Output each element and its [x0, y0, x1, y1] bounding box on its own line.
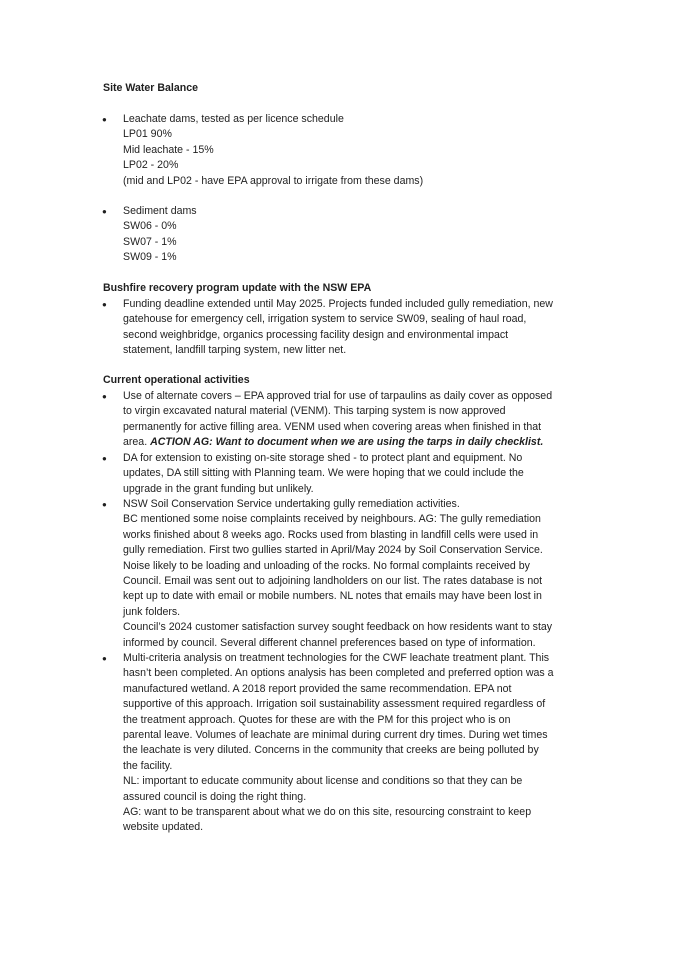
- operational-heading: Current operational activities: [103, 374, 250, 386]
- op-line: website updated.: [123, 821, 204, 834]
- op-line: permanently for active filling area. VENM used when covering areas when finished in that: [123, 420, 542, 433]
- op-line: Council’s 2024 customer satisfaction survey sought feedback on how residents want to stay: [123, 621, 553, 634]
- bullet-icon: ●: [102, 392, 107, 401]
- bullet-icon: ●: [102, 654, 107, 663]
- bullet-icon: ●: [102, 300, 107, 309]
- op-line: kept up to date with email or mobile numbers. NL notes that emails may have been lost in: [123, 590, 542, 603]
- op-line: updates, DA still sitting with Planning team. We were hoping that we could include the: [123, 467, 524, 480]
- op-line: parental leave. Volumes of leachate are minimal during current dry times. During wet times: [123, 729, 548, 742]
- op-line: Multi-criteria analysis on treatment technologies for the CWF leachate treatment plant. This: [123, 652, 550, 664]
- op-line: informed by council. Several different channel preferences based on type of information.: [123, 636, 536, 649]
- leachate-line: LP02 - 20%: [123, 159, 179, 172]
- leachate-line: Leachate dams, tested as per licence schedule: [123, 113, 344, 125]
- op-line-with-action: [123, 435, 593, 450]
- site-water-balance-heading: Site Water Balance: [103, 82, 198, 94]
- op-line: supportive of this approach. Irrigation soil sustainability assessment required regardless of: [123, 698, 546, 711]
- leachate-line: Mid leachate - 15%: [123, 143, 214, 156]
- op-line: assured council is doing the right thing.: [123, 790, 307, 803]
- multi-criteria-analysis-item: [123, 651, 593, 836]
- op-line: NL: important to educate community about license and conditions so that they can be: [123, 775, 523, 788]
- op-line: junk folders.: [123, 605, 181, 618]
- sediment-dams-item: [123, 204, 593, 266]
- op-line: to virgin excavated natural material (VENM). This tarping system is now approved: [123, 405, 506, 418]
- action-item: ACTION AG: Want to document when we are using the tarps in daily checklist.: [150, 436, 544, 449]
- op-line: DA for extension to existing on-site storage shed - to protect plant and equipment. No: [123, 452, 523, 464]
- sediment-line: SW07 - 1%: [123, 235, 177, 248]
- sediment-line: SW06 - 0%: [123, 220, 177, 233]
- op-line: the leachate is very diluted. Concerns in the community that creeks are being polluted by: [123, 744, 539, 757]
- op-line: the treatment approach. Quotes for these are with the PM for this project who is on: [123, 713, 511, 726]
- bushfire-line: statement, landfill tarping system, new litter net.: [123, 344, 347, 357]
- op-line: the facility.: [123, 759, 173, 772]
- bullet-icon: ●: [102, 454, 107, 463]
- gully-remediation-item: [123, 497, 593, 651]
- storage-shed-item: [123, 451, 593, 497]
- bushfire-item: [123, 297, 593, 359]
- bushfire-line: Funding deadline extended until May 2025. Projects funded included gully remediation, new: [123, 298, 553, 310]
- op-line: Noise likely to be loading and unloading of the rocks. No formal complaints received by: [123, 559, 530, 572]
- leachate-dams-item: [123, 112, 593, 189]
- bullet-icon: ●: [102, 207, 107, 216]
- op-line: NSW Soil Conservation Service undertaking gully remediation activities.: [123, 498, 460, 510]
- bushfire-line: gatehouse for emergency cell, irrigation system to service SW09, sealing of haul road,: [123, 313, 527, 326]
- op-line: Use of alternate covers – EPA approved trial for use of tarpaulins as daily cover as opposed: [123, 390, 553, 402]
- op-line: Council. Email was sent out to adjoining landholders on our list. The rates database is not: [123, 575, 543, 588]
- sediment-line: Sediment dams: [123, 205, 197, 217]
- op-line: works finished about 8 weeks ago. Rocks used from blasting in landfill cells were used in: [123, 528, 539, 541]
- op-line: AG: want to be transparent about what we do on this site, resourcing constraint to keep: [123, 806, 532, 819]
- op-line: upgrade in the grant funding but unlikely.: [123, 482, 314, 495]
- bushfire-heading: Bushfire recovery program update with the NSW EPA: [103, 282, 372, 294]
- leachate-line: LP01 90%: [123, 128, 172, 141]
- bullet-icon: ●: [102, 115, 107, 124]
- alternate-covers-item: [123, 389, 593, 451]
- op-line: BC mentioned some noise complaints received by neighbours. AG: The gully remediation: [123, 513, 541, 526]
- op-line: manufactured wetland. A 2018 report provided the same recommendation. EPA not: [123, 682, 512, 695]
- bullet-icon: ●: [102, 500, 107, 509]
- op-line: hasn’t been completed. An options analysis has been completed and preferred option was a: [123, 667, 554, 680]
- op-line-prefix: area.: [123, 436, 151, 449]
- sediment-line: SW09 - 1%: [123, 251, 177, 264]
- op-line: gully remediation. First two gullies started in April/May 2024 by Soil Conservation Service.: [123, 544, 543, 557]
- leachate-line: (mid and LP02 - have EPA approval to irrigate from these dams): [123, 174, 424, 187]
- bushfire-line: second weighbridge, organics processing facility design and environmental impact: [123, 328, 509, 341]
